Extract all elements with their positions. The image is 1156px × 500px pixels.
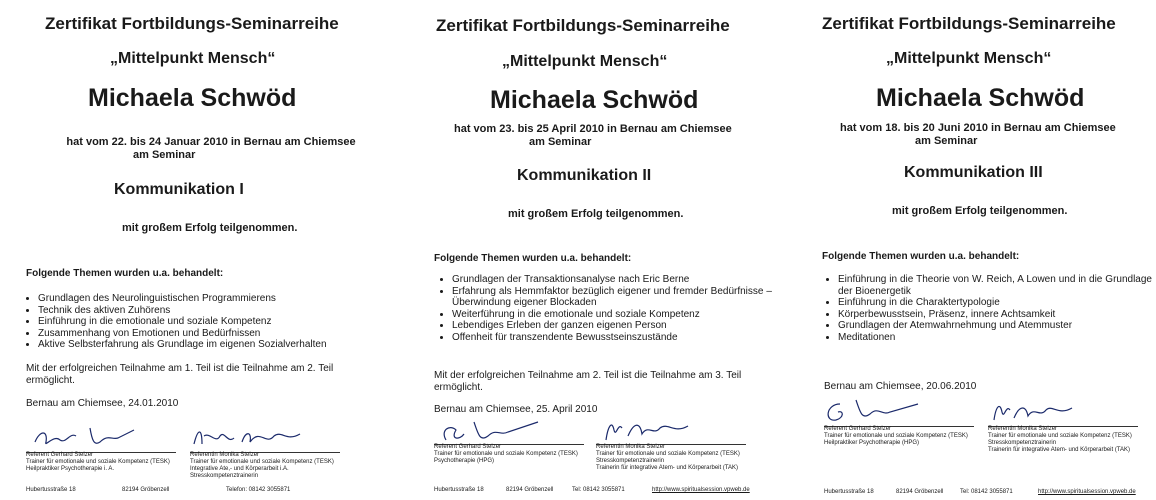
course-title: Kommunikation II xyxy=(517,167,652,184)
topics-heading: Folgende Themen wurden u.a. behandelt: xyxy=(434,253,632,264)
seminar-dates-line1: hat vom 23. bis 25 April 2010 in Bernau am Chiemsee xyxy=(454,123,732,135)
success-statement: mit großem Erfolg teilgenommen. xyxy=(122,222,298,234)
seminar-series-title: „Mittelpunkt Mensch“ xyxy=(502,53,668,70)
referent-right: Referentin Monika Stelzer Trainer für emotionale und soziale Kompetenz (TESK) Stresskompetenztrainerin Trainerin für integrative Atem- und Körperarbeit (TAK) xyxy=(596,444,740,471)
signature-gerhard xyxy=(30,422,140,452)
seminar-dates-line1: hat vom 18. bis 20 Juni 2010 in Bernau am Chiemsee xyxy=(840,122,1116,134)
footer-phone: Tel: 08142 3055871 xyxy=(572,487,625,493)
certificate-1 xyxy=(0,0,385,500)
topics-heading: Folgende Themen wurden u.a. behandelt: xyxy=(822,251,1020,262)
certificate-title: Zertifikat Fortbildungs-Seminarreihe xyxy=(45,14,339,33)
place-date: Bernau am Chiemsee, 20.06.2010 xyxy=(824,381,977,392)
seminar-dates-line2: am Seminar xyxy=(529,136,592,148)
list-item: • Einführung in die Charaktertypologie xyxy=(838,297,1152,309)
list-item: • Körperbewusstsein, Präsenz, innere Achtsamkeit xyxy=(838,309,1152,321)
footer-address: Hubertusstraße 18 xyxy=(824,489,874,495)
success-statement: mit großem Erfolg teilgenommen. xyxy=(508,208,684,220)
list-item: • Grundlagen der Atemwahrnehmung und Atemmuster xyxy=(838,320,1152,332)
seminar-series-title: „Mittelpunkt Mensch“ xyxy=(110,50,276,67)
participant-name: Michaela Schwöd xyxy=(490,86,699,114)
success-statement: mit großem Erfolg teilgenommen. xyxy=(892,205,1068,217)
referent-right: Referentin Monika Stelzer Trainer für emotionale und soziale Kompetenz (TESK) Stresskompetenztrainerin Trainerin für integrative Atem- und Körperarbeit (TAK) xyxy=(988,426,1132,453)
course-title: Kommunikation III xyxy=(904,164,1043,181)
list-item: • Meditationen xyxy=(838,332,1152,344)
signature-gerhard xyxy=(822,396,932,428)
seminar-series-title: „Mittelpunkt Mensch“ xyxy=(886,50,1052,67)
signature-monika xyxy=(598,414,708,446)
list-item: • Aktive Selbsterfahrung als Grundlage im eigenen Sozialverhalten xyxy=(38,339,378,351)
list-item: • Lebendiges Erleben der ganzen eigenen Person xyxy=(452,320,772,332)
referent-left: Referent Gerhard Stelzer Trainer für emotionale und soziale Kompetenz (TESK) Heilpraktiker Psychotherapie (HPG) xyxy=(824,426,968,446)
topics-list xyxy=(26,293,378,351)
seminar-dates xyxy=(61,136,361,162)
seminar-dates-line2: am Seminar xyxy=(133,149,196,161)
footer-website: http://www.spiritualsession.vpweb.de xyxy=(652,487,750,493)
signature-monika xyxy=(190,422,310,452)
footer-phone: Tel: 08142 3055871 xyxy=(960,489,1013,495)
list-item: • Weiterführung in die emotionale und soziale Kompetenz xyxy=(452,309,772,321)
course-title: Kommunikation I xyxy=(114,181,244,198)
footer-city: 82194 Gröbenzell xyxy=(122,487,170,493)
footer-website: http://www.spiritualsession.vpweb.de xyxy=(1038,489,1136,495)
list-item: • Einführung in die Theorie von W. Reich, A Lowen und in die Grundlage der Bioenergetik xyxy=(838,274,1152,297)
place-date: Bernau am Chiemsee, 24.01.2010 xyxy=(26,398,179,409)
list-item: • Technik des aktiven Zuhörens xyxy=(38,305,378,317)
footer-address: Hubertusstraße 18 xyxy=(434,487,484,493)
footer-phone: Telefon: 08142 3055871 xyxy=(226,487,291,493)
seminar-dates-line2: am Seminar xyxy=(915,135,978,147)
certificate-3 xyxy=(800,0,1156,500)
certificate-title: Zertifikat Fortbildungs-Seminarreihe xyxy=(822,14,1116,33)
place-date: Bernau am Chiemsee, 25. April 2010 xyxy=(434,404,598,415)
referent-left: Referent Gerhard Stelzer Trainer für emotionale und soziale Kompetenz (TESK) Heilpraktiker Psychotherapie i. A. xyxy=(26,452,170,472)
list-item: • Grundlagen des Neurolinguistischen Programmierens xyxy=(38,293,378,305)
topics-list xyxy=(826,274,1152,343)
seminar-dates-line1: hat vom 22. bis 24 Januar 2010 in Bernau am Chiemsee xyxy=(66,136,356,148)
referent-left: Referent Gerhard Stelzer Trainer für emotionale und soziale Kompetenz (TESK) Psychotherapie (HPG) xyxy=(434,444,578,464)
topics-list xyxy=(440,274,772,343)
participant-name: Michaela Schwöd xyxy=(876,84,1085,112)
footer-city: 82194 Gröbenzell xyxy=(506,487,554,493)
referent-right: Referentin Monika Stelzer Trainer für emotionale und soziale Kompetenz (TESK) Integrative Ate,- und Körperarbeit i.A. Stresskompetenztrainerin xyxy=(190,452,334,479)
list-item: • Offenheit für transzendente Bewusstseinszustände xyxy=(452,332,772,344)
seminar-dates xyxy=(454,123,754,149)
topics-heading: Folgende Themen wurden u.a. behandelt: xyxy=(26,268,224,279)
footer-address: Hubertusstraße 18 xyxy=(26,487,76,493)
continuation-note: Mit der erfolgreichen Teilnahme am 2. Teil ist die Teilnahme am 3. Teil ermöglicht. xyxy=(434,370,742,393)
list-item: • Einführung in die emotionale und soziale Kompetenz xyxy=(38,316,378,328)
list-item: • Zusammenhang von Emotionen und Bedürfnissen xyxy=(38,328,378,340)
list-item: • Grundlagen der Transaktionsanalyse nach Eric Berne xyxy=(452,274,772,286)
list-item: • Erfahrung als Hemmfaktor bezüglich eigener und fremder Bedürfnisse – Überwindung eigener Blockaden xyxy=(452,286,772,309)
continuation-note: Mit der erfolgreichen Teilnahme am 1. Teil ist die Teilnahme am 2. Teil ermöglicht. xyxy=(26,363,334,386)
footer-city: 82194 Gröbenzell xyxy=(896,489,944,495)
certificate-2 xyxy=(410,0,785,500)
seminar-dates xyxy=(840,122,1140,148)
certificate-title: Zertifikat Fortbildungs-Seminarreihe xyxy=(436,16,730,35)
signature-monika xyxy=(988,396,1098,428)
participant-name: Michaela Schwöd xyxy=(88,84,297,112)
